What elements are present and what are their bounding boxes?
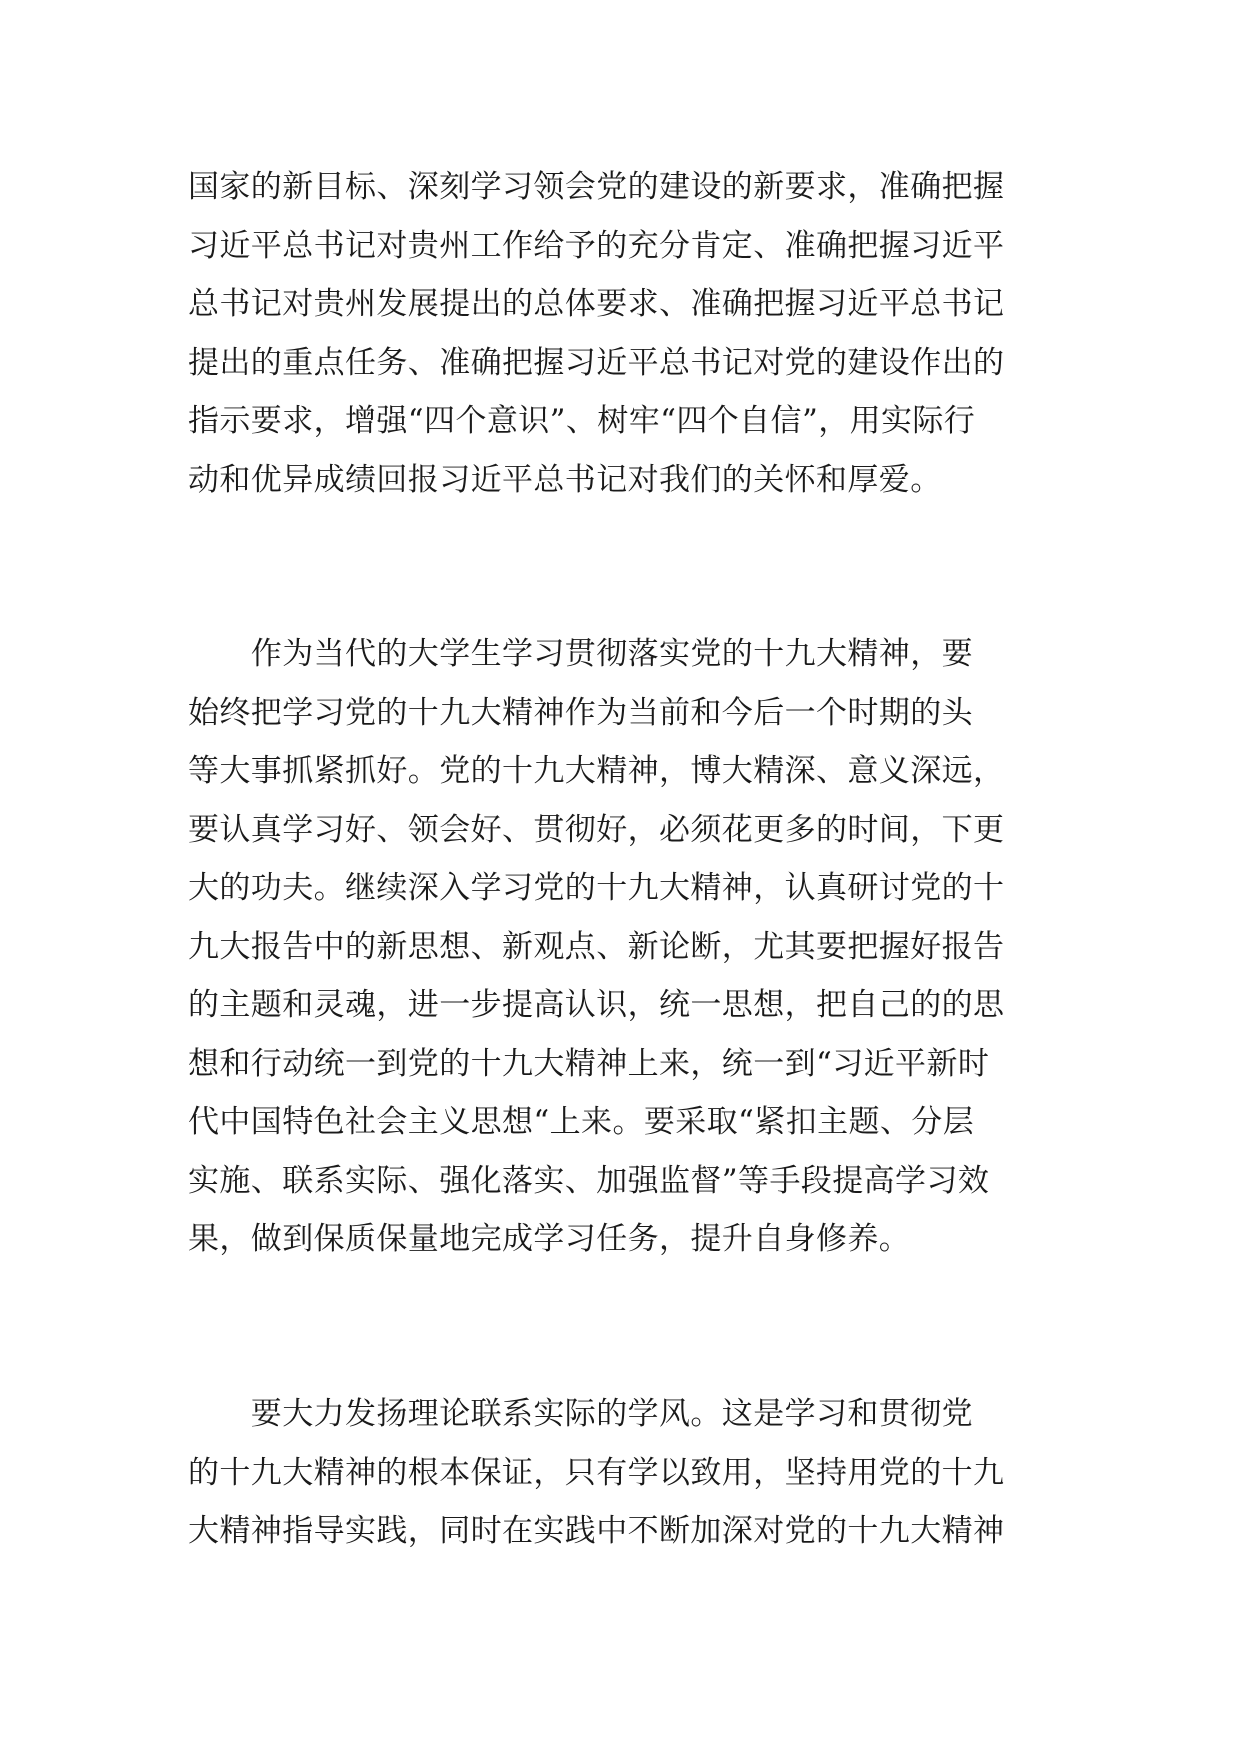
- text-line: 习近平总书记对贵州工作给予的充分肯定、准确把握习近平: [188, 227, 1005, 264]
- text-line: 指示要求，增强“四个意识”、树牢“四个自信”，用实际行: [188, 403, 976, 439]
- paragraph-3: [188, 1385, 1058, 1561]
- text-line: 提出的重点任务、准确把握习近平总书记对党的建设作出的: [188, 344, 1005, 381]
- text-line: 国家的新目标、深刻学习领会党的建设的新要求，准确把握: [188, 169, 1005, 205]
- paragraph-2: [188, 625, 1058, 1269]
- text-line: 等大事抓紧抓好。党的十九大精神，博大精深、意义深远，: [188, 753, 1005, 789]
- text-line: 总书记对贵州发展提出的总体要求、准确把握习近平总书记: [188, 286, 1005, 322]
- text-line: 要认真学习好、领会好、贯彻好，必须花更多的时间，下更: [188, 811, 1005, 848]
- text-line: 九大报告中的新思想、新观点、新论断，尤其要把握好报告: [188, 928, 1005, 965]
- paragraph-1: [188, 158, 1058, 509]
- text-line: 动和优异成绩回报习近平总书记对我们的关怀和厚爱。: [188, 461, 942, 498]
- text-line: 的十九大精神的根本保证，只有学以致用，坚持用党的十九: [188, 1454, 1005, 1491]
- text-line: 实施、联系实际、强化落实、加强监督”等手段提高学习效: [188, 1162, 990, 1199]
- text-line: 想和行动统一到党的十九大精神上来，统一到“习近平新时: [188, 1045, 990, 1082]
- text-line: 作为当代的大学生学习贯彻落实党的十九大精神，要: [188, 636, 973, 672]
- text-line: 的主题和灵魂，进一步提高认识，统一思想，把自己的的思: [188, 987, 1005, 1023]
- text-line: 果，做到保质保量地完成学习任务，提升自身修养。: [188, 1221, 911, 1257]
- text-line: 要大力发扬理论联系实际的学风。这是学习和贯彻党: [188, 1396, 973, 1432]
- text-line: 大的功夫。继续深入学习党的十九大精神，认真研讨党的十: [188, 870, 1005, 906]
- text-line: 始终把学习党的十九大精神作为当前和今后一个时期的头: [188, 694, 973, 731]
- text-line: 代中国特色社会主义思想“上来。要采取“紧扣主题、分层: [188, 1104, 975, 1140]
- text-line: 大精神指导实践，同时在实践中不断加深对党的十九大精神: [188, 1513, 1005, 1549]
